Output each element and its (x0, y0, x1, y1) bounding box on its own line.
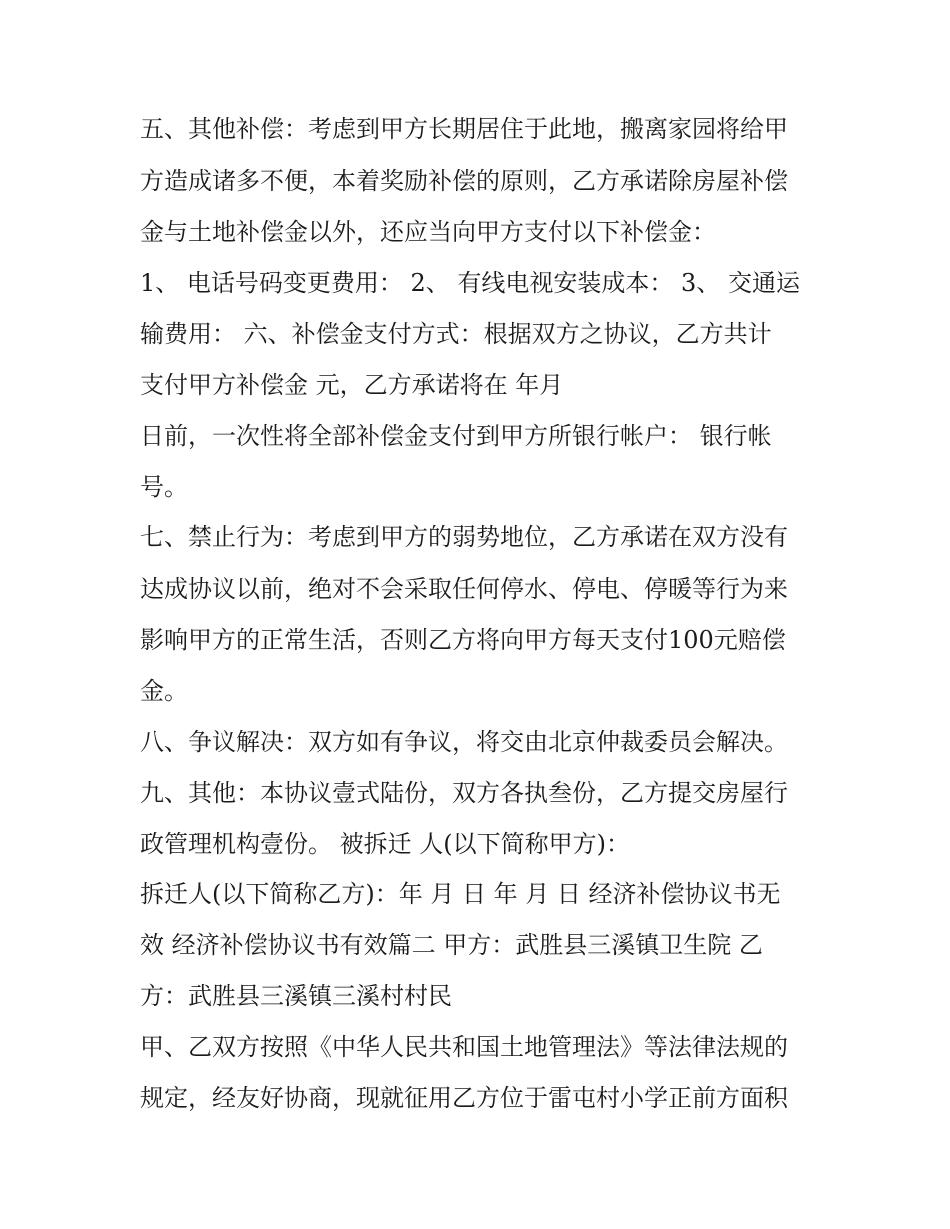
text-line: 规定，经友好协商，现就征用乙方位于雷屯村小学正前方面积 (140, 1084, 788, 1112)
text-line: 甲、乙双方按照《中华人民共和国土地管理法》等法律法规的 (140, 1033, 788, 1061)
text-line: 金与土地补偿金以外，还应当向甲方支付以下补偿金： (140, 218, 716, 246)
text-line: 方：武胜县三溪镇三溪村村民 (140, 982, 452, 1010)
text-line: 效 经济补偿协议书有效篇二 甲方：武胜县三溪镇卫生院 乙 (140, 931, 763, 959)
text-line: 拆迁人(以下简称乙方)：年 月 日 年 月 日 经济补偿协议书无 (140, 880, 781, 908)
text-line: 号。 (140, 473, 188, 501)
text-line: 影响甲方的正常生活，否则乙方将向甲方每天支付100元赔偿 (140, 626, 786, 654)
text-line: 政管理机构壹份。 被拆迁 人(以下简称甲方)： (140, 830, 630, 858)
text-line: 1、 电话号码变更费用： 2、 有线电视安装成本： 3、 交通运 (140, 269, 800, 297)
text-line: 输费用： 六、补偿金支付方式：根据双方之协议，乙方共计 (140, 320, 772, 348)
text-line: 五、其他补偿：考虑到甲方长期居住于此地，搬离家园将给甲 (140, 115, 788, 143)
text-line: 金。 (140, 677, 188, 705)
text-line: 支付甲方补偿金 元，乙方承诺将在 年月 (140, 371, 564, 399)
text-line: 九、其他：本协议壹式陆份，双方各执叁份，乙方提交房屋行 (140, 779, 788, 807)
text-line: 七、禁止行为：考虑到甲方的弱势地位，乙方承诺在双方没有 (140, 523, 788, 551)
text-line: 日前，一次性将全部补偿金支付到甲方所银行帐户： 银行帐 (140, 422, 772, 450)
text-line: 八、争议解决：双方如有争议，将交由北京仲裁委员会解决。 (140, 728, 788, 756)
text-line: 方造成诸多不便，本着奖励补偿的原则，乙方承诺除房屋补偿 (140, 167, 788, 195)
text-line: 达成协议以前，绝对不会采取任何停水、停电、停暖等行为来 (140, 575, 788, 603)
